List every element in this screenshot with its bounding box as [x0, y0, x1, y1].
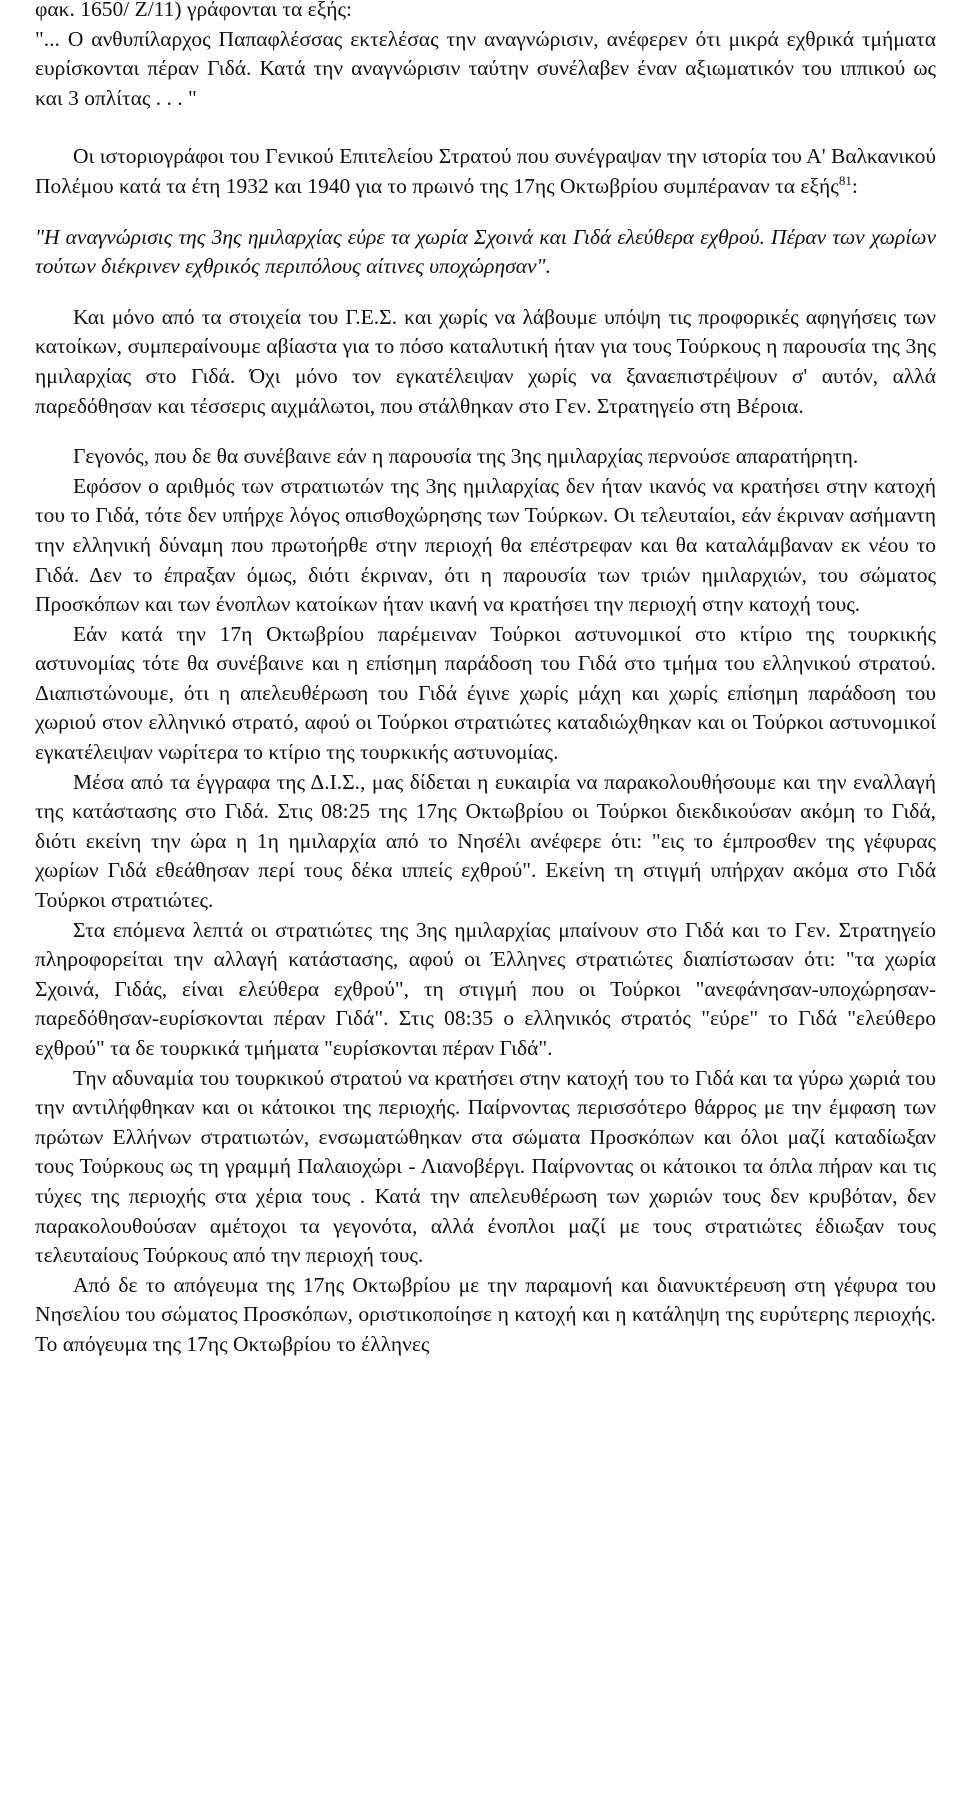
paragraph-dis-documents: Μέσα από τα έγγραφα της Δ.Ι.Σ., μας δίδεται η ευκαιρία να παρακολουθήσουμε και την εναλλαγή της κατάστασης στο Γιδά. Στις 08:25 της 17ης Οκτωβρίου οι Τούρκοι διεκδικούσαν ακόμη το Γιδά, διότι εκείνη την ώρα η 1η ημιλαρχία από το Νησέλι ανέφερε ότι: "εις το έμπροσθεν της γέφυρας χωρίων Γιδά εθεάθησαν περί τους δέκα ιππείς εχθρού". Εκείνη τη στιγμή υπήρχαν ακόμα στο Γιδά Τούρκοι στρατιώτες.	[35, 769, 936, 913]
paragraph-quote-report: "... Ο ανθυπίλαρχος Παπαφλέσσας εκτελέσας την αναγνώρισιν, ανέφερεν ότι μικρά εχθρικά τμήματα ευρίσκονται πέραν Γιδά. Κατά την αναγνώρισιν ταύτην συνέλαβεν έναν αξιωματικόν του ιππικού ως και 3 οπλίτας . . . "	[35, 26, 936, 110]
paragraph-fact: Γεγονός, που δε θα συνέβαινε εάν η παρουσία της 3ης ημιλαρχίας περνούσε απαρατήρητη.	[73, 444, 859, 469]
footnote-marker: 81	[838, 172, 852, 188]
historians-colon: :	[851, 173, 858, 198]
paragraph-quote-reconnaissance: "Η αναγνώρισις της 3ης ημιλαρχίας εύρε τα χωρία Σχοινά και Γιδά ελεύθερα εχθρού. Πέραν των χωρίων τούτων διέκρινεν εχθρικός περιπόλους αίτινες υποχώρησαν".	[35, 224, 936, 279]
paragraph-october-17: Εάν κατά την 17η Οκτωβρίου παρέμειναν Τούρκοι αστυνομικοί στο κτίριο της τουρκικής αστυνομίας τότε θα συνέβαινε και η επίσημη παράδοση του Γιδά στο τμήμα του ελληνικού στρατού. Διαπιστώνουμε, ότι η απελευθέρωση του Γιδά έγινε χωρίς μάχη και χωρίς επίσημη παράδοση του χωριού στον ελληνικό στρατό, αφού οι Τούρκοι στρατιώτες καταδιώχθηκαν και οι Τούρκοι αστυνομικοί εγκατέλειψαν νωρίτερα το κτίριο της τουρκικής αστυνομίας.	[35, 621, 936, 765]
paragraph-archive-reference: φακ. 1650/ Ζ/11) γράφονται τα εξής:	[35, 0, 353, 21]
paragraph-historians	[35, 142, 936, 201]
paragraph-ges-data: Και μόνο από τα στοιχεία του Γ.Ε.Σ. και χωρίς να λάβουμε υπόψη τις προφορικές αφηγήσεις των κατοίκων, συμπεραίνουμε αβίαστα για το πόσο καταλυτική ήταν για τους Τούρκους η παρουσία της 3ης ημιλαρχίας στο Γιδά. Όχι μόνο τον εγκατέλειψαν χωρίς να ξαναεπιστρέψουν σ' αυτόν, αλλά παρεδόθησαν και τέσσερις αιχμάλωτοι, που στάλθηκαν στο Γεν. Στρατηγείο στη Βέροια.	[35, 304, 936, 418]
historians-text: Οι ιστοριογράφοι του Γενικού Επιτελείου Στρατού που συνέγραψαν την ιστορία του Α' Βαλκανικού Πολέμου κατά τα έτη 1932 και 1940 για το πρωινό της 17ης Οκτωβρίου συμπέραναν τα εξής	[35, 144, 936, 198]
paragraph-soldiers-count: Εφόσον ο αριθμός των στρατιωτών της 3ης ημιλαρχίας δεν ήταν ικανός να κρατήσει στην κατοχή του το Γιδά, τότε δεν υπήρχε λόγος οπισθοχώρησης των Τούρκων. Οι τελευταίοι, εάν έκριναν ασήμαντη την ελληνική δύναμη που πρωτοήρθε στην περιοχή θα επέστρεφαν και θα καταλάμβαναν εκ νέου το Γιδά. Δεν το έπραξαν όμως, διότι έκριναν, ότι η παρουσία των τριών ημιλαρχιών, του σώματος Προσκόπων και των ένοπλων κατοίκων ήταν ικανή να κρατήσει την περιοχή στην κατοχή τους.	[35, 473, 936, 617]
paragraph-inhabitants: Την αδυναμία του τουρκικού στρατού να κρατήσει στην κατοχή του το Γιδά και τα γύρω χωριά του την αντιλήφθηκαν και οι κάτοικοι της περιοχής. Παίρνοντας περισσότερο θάρρος με την έμφαση των πρώτων Ελλήνων στρατιωτών, ενσωματώθηκαν στα σώματα Προσκόπων και όλοι μαζί καταδίωξαν τους Τούρκους ως τη γραμμή Παλαιοχώρι - Λιανοβέργι. Παίρνοντας οι κάτοικοι τα όπλα πήραν και τις τύχες της περιοχής στα χέρια τους . Κατά την απελευθέρωση των χωριών τους δεν κρυβόταν, δεν παρακολουθούσαν αμέτοχοι τα γεγονότα, αλλά ένοπλοι μαζί με τους στρατιώτες έδιωξαν τους τελευταίους Τούρκους από την περιοχή τους.	[35, 1065, 936, 1268]
paragraph-afternoon: Από δε το απόγευμα της 17ης Οκτωβρίου με την παραμονή και διανυκτέρευση στη γέφυρα του Νησελίου του σώματος Προσκόπων, οριστικοποίησε η κατοχή και η κατάληψη της ευρύτερης περιοχής. Το απόγευμα της 17ης Οκτωβρίου το έλληνες	[35, 1272, 936, 1356]
paragraph-next-minutes: Στα επόμενα λεπτά οι στρατιώτες της 3ης ημιλαρχίας μπαίνουν στο Γιδά και το Γεν. Στρατηγείο πληροφορείται την αλλαγή κατάστασης, αφού οι Έλληνες στρατιώτες διαπίστωσαν ότι: "τα χωρία Σχοινά, Γιδάς, είναι ελεύθερα εχθρού", τη στιγμή που οι Τούρκοι "ανεφάνησαν-υποχώρησαν-παρεδόθησαν-ευρίσκονται πέραν Γιδά". Στις 08:35 ο ελληνικός στρατός "εύρε" το Γιδά "ελεύθερο εχθρού" τα δε τουρκικά τμήματα "ευρίσκονται πέραν Γιδά".	[35, 917, 936, 1060]
